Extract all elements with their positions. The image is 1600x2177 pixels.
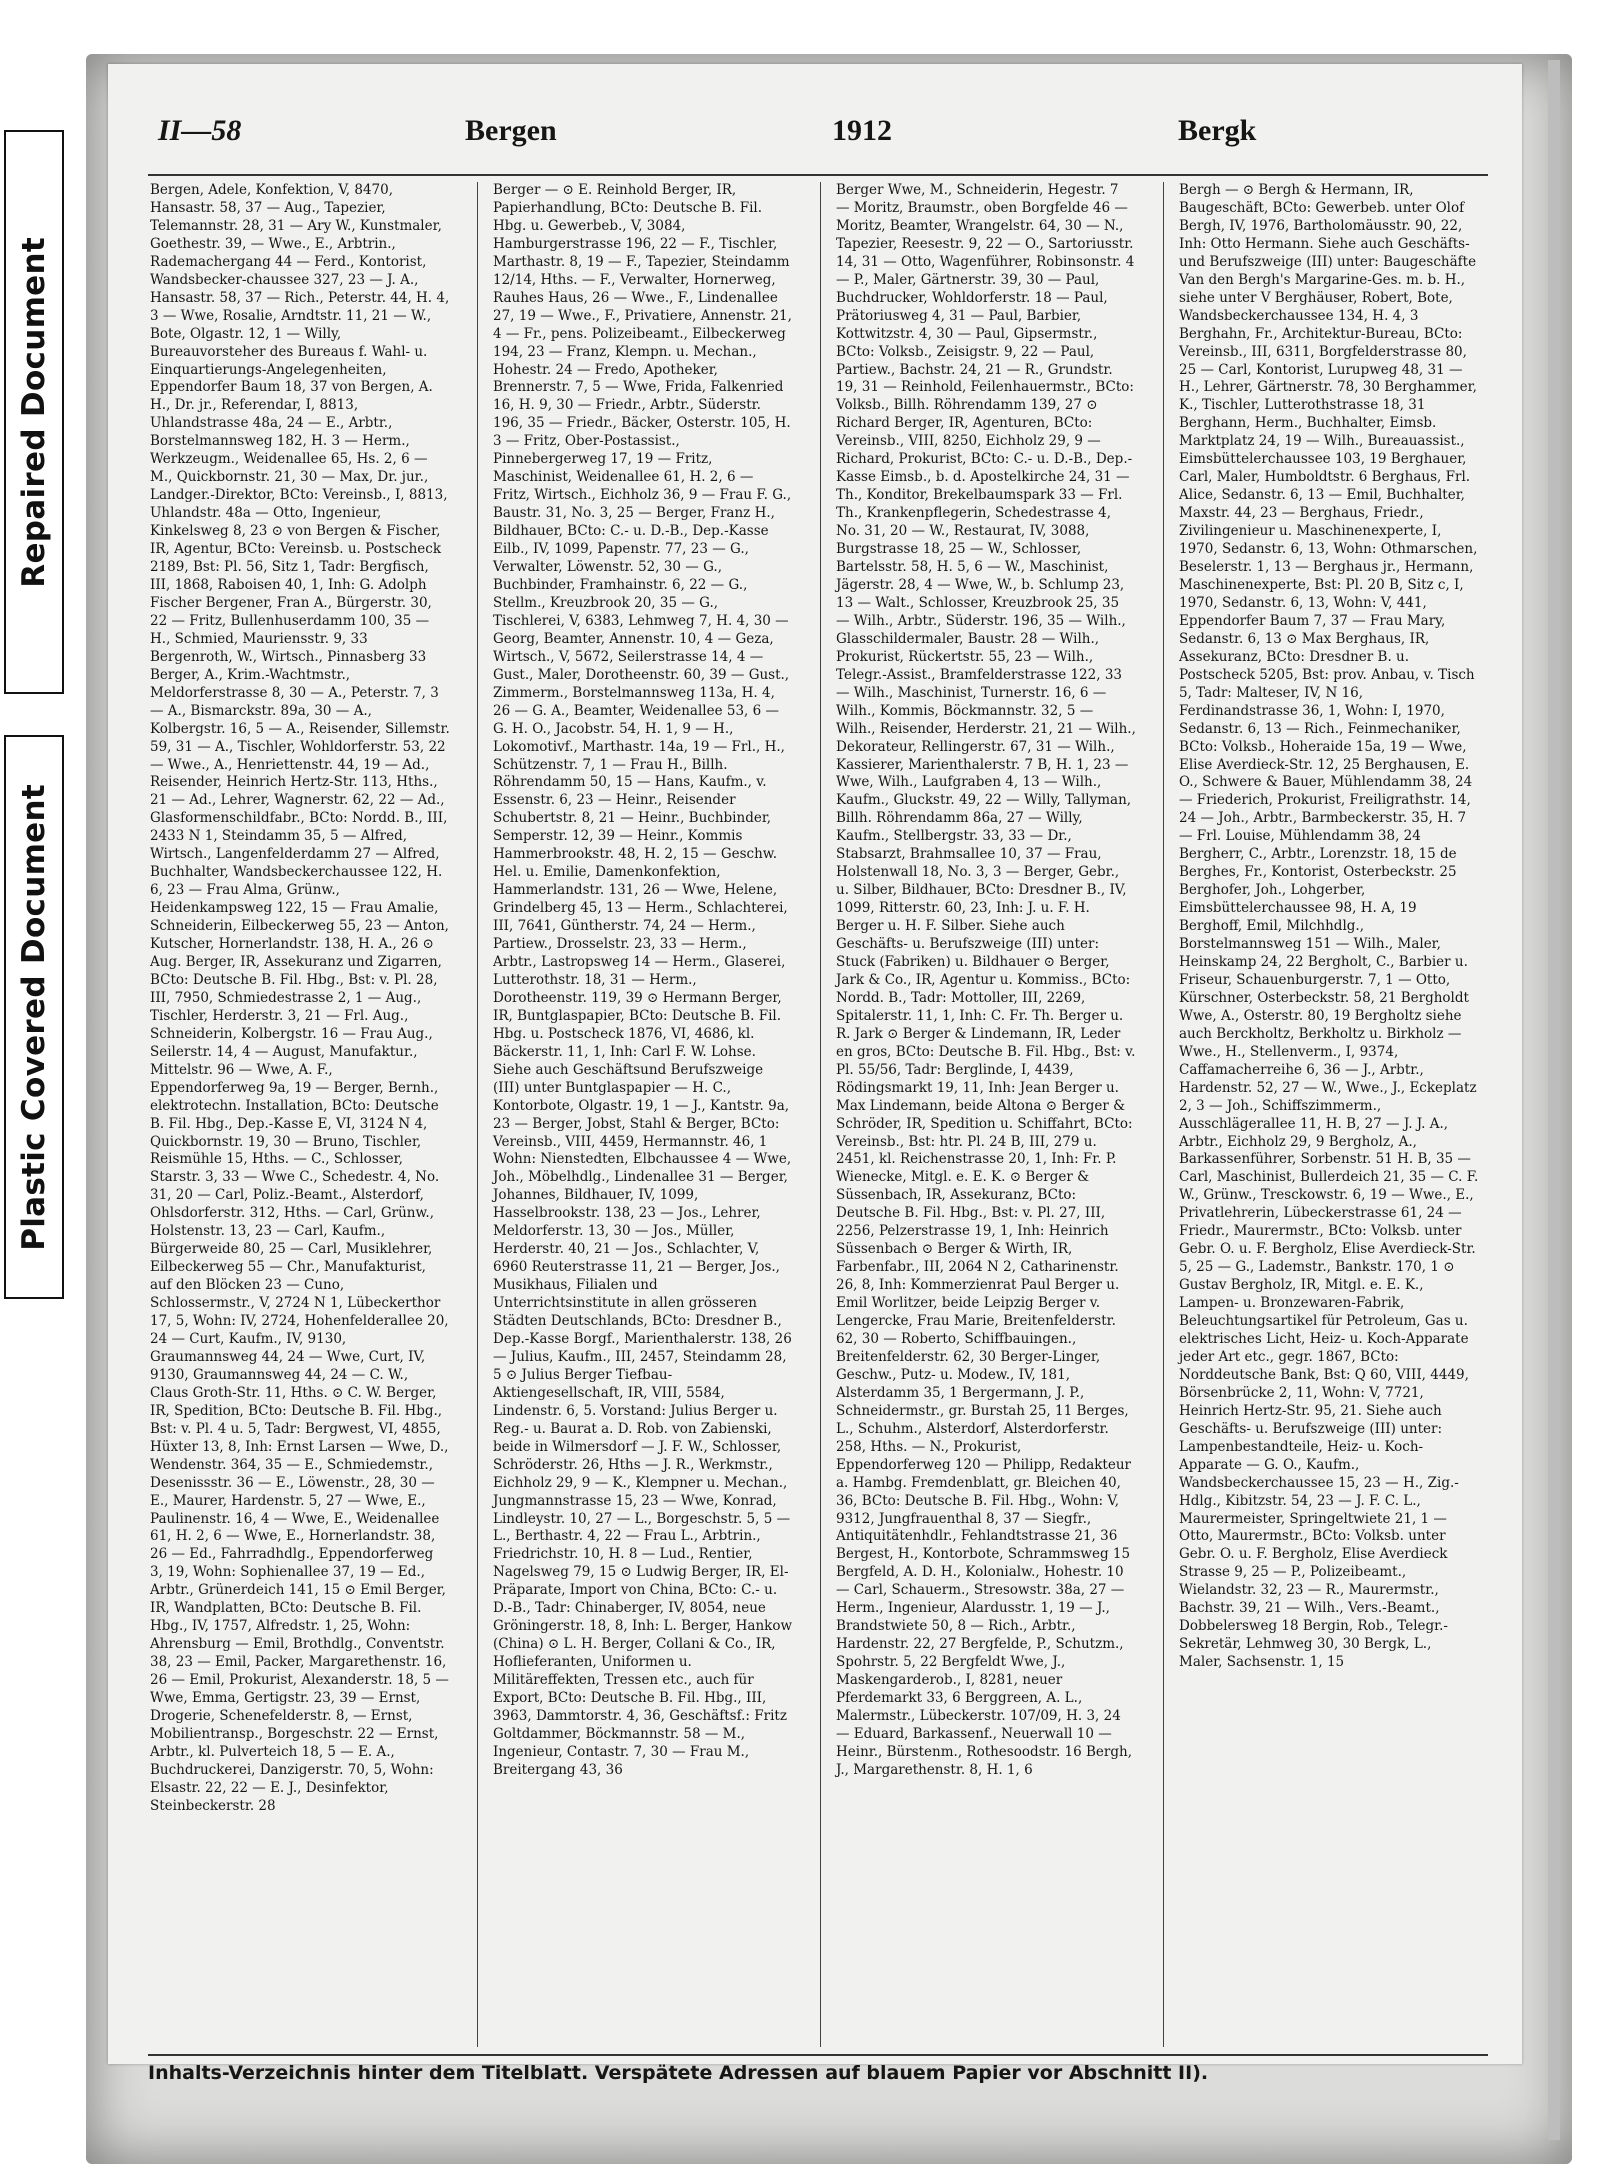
side-labels — [0, 0, 66, 1400]
column-4 — [1179, 182, 1479, 1672]
label-plastic-text: Plastic Covered Document — [16, 783, 52, 1251]
page-number: II—58 — [158, 114, 242, 147]
column-4-text: Bergh — ⊙ Bergh & Hermann, IR, Baugeschäft, BCto: Gewerbeb. unter Olof Bergh, IV, 1976, Bartholomäusstr. 90, 22, Inh: Otto Hermann. Siehe auch Geschäfts- und Berufszweige (III) unter: Baugeschäfte Van den Bergh's Margarine-Ges. m. b. H., siehe unter V Berghäuser, Robert, Bote, Wandsbeckerchaussee 134, H. 4, 3 Berghahn, Fr., Architektur-Bureau, BCto: Vereinsb., III, 6311, Borgfelderstrasse 80, 25 — Carl, Kontorist, Lurupweg 48, 31 — H., Lehrer, Gärtnerstr. 78, 30 Berghammer, K., Tischler, Lutterothstrasse 18, 31 Berghann, Herm., Buchhalter, Eimsb. Marktplatz 24, 19 — Wilh., Bureauassist., Eimsbüttelerchaussee 103, 19 Berghauer, Carl, Maler, Humboldtstr. 6 Berghaus, Frl. Alice, Sedanstr. 6, 13 — Emil, Buchhalter, Maxstr. 44, 23 — Berghaus, Friedr., Zivilingenieur u. Maschinenexperte, I, 1970, Sedanstr. 6, 13, Wohn: Othmarschen, Beselerstr. 1, 13 — Berghaus jr., Hermann, Maschinenexperte, Bst: Pl. 20 B, Sitz c, I, 1970, Sedanstr. 6, 13, Wohn: V, 441, Eppendorfer Baum 7, 37 — Frau Mary, Sedanstr. 6, 13 ⊙ Max Berghaus, IR, Assekuranz, BCto: Dresdner B. u. Postscheck 5205, Bst: prov. Anbau, v. Tisch 5, Tadr: Malteser, IV, N 16, Ferdinandstrasse 36, 1, Wohn: I, 1970, Sedanstr. 6, 13 — Rich., Feinmechaniker, BCto: Volksb., Hoheraide 15a, 19 — Wwe, Elise Averdieck-Str. 12, 25 Berghausen, E. O., Schwere & Bauer, Mühlendamm 38, 24 — Friederich, Prokurist, Freiligrathstr. 14, 24 — Joh., Arbtr., Barmbeckerstr. 35, H. 7 — Frl. Louise, Mühlendamm 38, 24 Bergherr, C., Arbtr., Lorenzstr. 18, 15 de Berghes, Fr., Kontorist, Osterbeckstr. 25 Berghofer, Joh., Lohgerber, Eimsbüttelerchaussee 98, H. A, 19 Berghoff, Emil, Milchhdlg., Borstelmannsweg 151 — Wilh., Maler, Heinskamp 24, 22 Bergholt, C., Barbier u. Friseur, Schauenburgerstr. 7, 1 — Otto, Kürschner, Osterbeckstr. 58, 21 Bergholdt Wwe, A., Osterstr. 80, 19 Bergholtz siehe auch Berckholtz, Berkholtz u. Birkholz — Wwe., H., Stellenverm., I, 9374, Caffamacherreihe 6, 36 — J., Arbtr., Hardenstr. 52, 27 — W., Wwe., J., Eckeplatz 2, 3 — Joh., Schiffszimmerm., Ausschlägerallee 11, H. B, 27 — J. J. A., Arbtr., Eichholz 29, 9 Bergholz, A., Barkassenführer, Sorbenstr. 51 H. B, 35 — Carl, Maschinist, Bullerdeich 21, 35 — C. F. W., Grünw., Tresckowstr. 6, 19 — Wwe., E., Privatlehrerin, Lübeckerstrasse 61, 24 — Friedr., Maurermstr., BCto: Volksb. unter Gebr. O. u. F. Bergholz, Elise Averdieck-Str. 5, 25 — G., Lademstr., Bankstr. 170, 1 ⊙ Gustav Bergholz, IR, Mitgl. e. E. K., Lampen- u. Bronzewaren-Fabrik, Beleuchtungsartikel für Petroleum, Gas u. elektrisches Licht, Heiz- u. Koch-Apparate jeder Art etc., gegr. 1867, BCto: Norddeutsche Bank, Bst: Q 60, VIII, 4449, Börsenbrücke 2, 11, Wohn: V, 7721, Heinrich Hertz-Str. 95, 21. Siehe auch Geschäfts- u. Berufszweige (III) unter: Lampenbestandteile, Heiz- u. Koch-Apparate — G. O., Kaufm., Wandsbeckerchaussee 15, 23 — H., Zig.-Hdlg., Kibitzstr. 54, 23 — J. F. C. L., Maurermeister, Springeltwiete 21, 1 — Otto, Maurermstr., BCto: Volksb. unter Gebr. O. u. F. Bergholz, Elise Averdieck Strasse 9, 25 — P., Polizeibeamt., Wielandstr. 32, 23 — R., Maurermstr., Bachstr. 39, 21 — Wilh., Vers.-Beamt., Dobbelersweg 18 Bergin, Rob., Telegr.-Sekretär, Lehmweg 30, 30 Bergk, L., Maler, Sachsenstr. 1, 15 — [1179, 182, 1479, 1671]
column-divider — [477, 182, 478, 2047]
page-footer: Inhalts-Verzeichnis hinter dem Titelblatt. Verspätete Adressen auf blauem Papier vor Abschnitt II). — [148, 2054, 1488, 2084]
column-2-text: Berger — ⊙ E. Reinhold Berger, IR, Papierhandlung, BCto: Deutsche B. Fil. Hbg. u. Gewerbeb., V, 3084, Hamburgerstrasse 196, 22 — F., Tischler, Marthastr. 8, 19 — F., Tapezier, Steindamm 12/14, Hths. — F., Verwalter, Hornerweg, Rauhes Haus, 26 — Wwe., F., Lindenallee 27, 19 — Wwe., F., Privatiere, Annenstr. 21, 4 — Fr., pens. Polizeibeamt., Eilbeckerweg 194, 23 — Franz, Klempn. u. Mechan., Hohestr. 24 — Fredo, Apotheker, Brennerstr. 7, 5 — Wwe, Frida, Falkenried 16, H. 9, 30 — Friedr., Arbtr., Süderstr. 196, 35 — Friedr., Bäcker, Osterstr. 105, H. 3 — Fritz, Ober-Postassist., Pinnebergerweg 17, 19 — Fritz, Maschinist, Weidenallee 61, H. 2, 6 — Fritz, Wirtsch., Eichholz 36, 9 — Frau F. G., Baustr. 31, No. 3, 25 — Berger, Franz H., Bildhauer, BCto: C.- u. D.-B., Dep.-Kasse Eilb., IV, 1099, Papenstr. 77, 23 — G., Verwalter, Löwenstr. 52, 30 — G., Buchbinder, Framhainstr. 6, 22 — G., Stellm., Kreuzbrook 20, 35 — G., Tischlerei, V, 6383, Lehmweg 7, H. 4, 30 — Georg, Beamter, Annenstr. 10, 4 — Geza, Wirtsch., V, 5672, Seilerstrasse 14, 4 — Gust., Maler, Dorotheenstr. 60, 39 — Gust., Zimmerm., Borstelmannsweg 113a, H. 4, 26 — G. A., Beamter, Weidenallee 53, 6 — G. H. O., Jacobstr. 54, H. 1, 9 — H., Lokomotivf., Marthastr. 14a, 19 — Frl., H., Schützenstr. 7, 1 — Frau H., Billh. Röhrendamm 50, 15 — Hans, Kaufm., v. Essenstr. 6, 23 — Heinr., Reisender Schubertstr. 8, 21 — Heinr., Buchbinder, Semperstr. 12, 39 — Heinr., Kommis Hammerbrookstr. 48, H. 2, 15 — Geschw. Hel. u. Emilie, Damenkonfektion, Hammerlandstr. 131, 26 — Wwe, Helene, Grindelberg 45, 13 — Herm., Schlachterei, III, 7641, Güntherstr. 74, 24 — Herm., Partiew., Drosselstr. 23, 33 — Herm., Arbtr., Lastropsweg 14 — Herm., Glaserei, Lutterothstr. 18, 31 — Herm., Dorotheenstr. 119, 39 ⊙ Hermann Berger, IR, Buntglaspapier, BCto: Deutsche B. Fil. Hbg. u. Postscheck 1876, VI, 4686, kl. Bäckerstr. 11, 1, Inh: Carl F. W. Lohse. Siehe auch Geschäftsund Berufszweige (III) unter Buntglaspapier — H. C., Kontorbote, Olgastr. 19, 1 — J., Kantstr. 9a, 23 — Berger, Jobst, Stahl & Berger, BCto: Vereinsb., VIII, 4459, Hermannstr. 46, 1 Wohn: Nienstedten, Elbchaussee 4 — Wwe, Joh., Möbelhdlg., Lindenallee 31 — Berger, Johannes, Bildhauer, IV, 1099, Hasselbrookstr. 138, 23 — Jos., Lehrer, Meldorferstr. 13, 30 — Jos., Müller, Herderstr. 40, 21 — Jos., Schlachter, V, 6960 Reuterstrasse 11, 21 — Berger, Jos., Musikhaus, Filialen und Unterrichtsinstitute in allen grösseren Städten Deutschlands, BCto: Dresdner B., Dep.-Kasse Borgf., Marienthalerstr. 138, 26 — Julius, Kaufm., III, 2457, Steindamm 28, 5 ⊙ Julius Berger Tiefbau-Aktiengesellschaft, IR, VIII, 5584, Lindenstr. 6, 5. Vorstand: Julius Berger u. Reg.- u. Baurat a. D. Rob. von Zabienski, beide in Wilmersdorf — J. F. W., Schlosser, Schröderstr. 26, Hths — J. R., Werkmstr., Eichholz 29, 9 — K., Klempner u. Mechan., Jungmannstrasse 15, 23 — Wwe, Konrad, Lindleystr. 10, 27 — L., Borgeschstr. 5, 5 — L., Berthastr. 4, 22 — Frau L., Arbtrin., Friedrichstr. 10, H. 8 — Lud., Rentier, Nagelsweg 79, 15 ⊙ Ludwig Berger, IR, El-Präparate, Import von China, BCto: C.- u. D.-B., Tadr: Chinaberger, IV, 8054, neue Gröningerstr. 18, 8, Inh: L. Berger, Hankow (China) ⊙ L. H. Berger, Collani & Co., IR, Hoflieferanten, Uniformen u. Militäreffekten, Tressen etc., auch für Export, BCto: Deutsche B. Fil. Hbg., III, 3963, Dammtorstr. 4, 36, Geschäftsf.: Fritz Goltdammer, Böckmannstr. 58 — M., Ingenieur, Contastr. 7, 30 — Frau M., Breitergang 43, 36 — [493, 182, 793, 1778]
header-year: 1912 — [832, 114, 892, 147]
label-repaired-text: Repaired Document — [16, 236, 52, 588]
label-plastic-covered — [4, 735, 64, 1299]
label-repaired-document — [4, 130, 64, 694]
column-2 — [493, 182, 793, 1780]
directory-page — [108, 64, 1522, 2084]
page-header — [108, 114, 1522, 164]
scan-edge — [1548, 60, 1560, 2140]
column-1 — [150, 182, 450, 1816]
header-rule — [148, 174, 1488, 176]
header-word-start: Bergen — [465, 114, 557, 147]
column-1-text: Bergen, Adele, Konfektion, V, 8470, Hansastr. 58, 37 — Aug., Tapezier, Telemannstr. 28, 31 — Ary W., Kunstmaler, Goethestr. 39, — Wwe., E., Arbtrin., Rademachergang 44 — Ferd., Kontorist, Wandsbecker-chaussee 327, 23 — J. A., Hansastr. 58, 37 — Rich., Peterstr. 44, H. 4, 3 — Wwe, Rosalie, Arndtstr. 11, 21 — W., Bote, Olgastr. 12, 1 — Willy, Bureauvorsteher des Bureaus f. Wahl- u. Einquartierungs-Angelegenheiten, Eppendorfer Baum 18, 37 von Bergen, A. H., Dr. jr., Referendar, I, 8813, Uhlandstrasse 48a, 24 — E., Arbtr., Borstelmannsweg 182, H. 3 — Herm., Werkzeugm., Weidenallee 65, Hs. 2, 6 — M., Quickbornstr. 21, 30 — Max, Dr. jur., Landger.-Direktor, BCto: Vereinsb., I, 8813, Uhlandstr. 48a — Otto, Ingenieur, Kinkelsweg 8, 23 ⊙ von Bergen & Fischer, IR, Agentur, BCto: Vereinsb. u. Postscheck 2189, Bst: Pl. 56, Sitz 1, Tadr: Bergfisch, III, 1868, Raboisen 40, 1, Inh: G. Adolph Fischer Bergener, Fran A., Bürgerstr. 30, 22 — Fritz, Bullenhuserdamm 100, 35 — H., Schmied, Mauriensstr. 9, 33 Bergenroth, W., Wirtsch., Pinnasberg 33 Berger, A., Krim.-Wachtmstr., Meldorferstrasse 8, 30 — A., Peterstr. 7, 3 — A., Bismarckstr. 89a, 30 — A., Kolbergstr. 16, 5 — A., Reisender, Sillemstr. 59, 31 — A., Tischler, Wohldorferstr. 53, 22 — Wwe., A., Henriettenstr. 44, 19 — Ad., Reisender, Heinrich Hertz-Str. 113, Hths., 21 — Ad., Lehrer, Wagnerstr. 62, 22 — Ad., Glasformenschildfabr., BCto: Nordd. B., III, 2433 N 1, Steindamm 35, 5 — Alfred, Wirtsch., Langenfelderdamm 27 — Alfred, Buchhalter, Wandsbeckerchaussee 122, H. 6, 23 — Frau Alma, Grünw., Heidenkampsweg 122, 15 — Frau Amalie, Schneiderin, Eilbeckerweg 55, 23 — Anton, Kutscher, Hornerlandstr. 138, H. A., 26 ⊙ Aug. Berger, IR, Assekuranz und Zigarren, BCto: Deutsche B. Fil. Hbg., Bst: v. Pl. 28, III, 7950, Schmiedestrasse 2, 1 — Aug., Tischler, Herderstr. 3, 21 — Frl. Aug., Schneiderin, Kolbergstr. 16 — Frau Aug., Seilerstr. 14, 4 — August, Manufaktur., Mittelstr. 96 — Wwe, A. F., Eppendorferweg 9a, 19 — Berger, Bernh., elektrotechn. Installation, BCto: Deutsche B. Fil. Hbg., Dep.-Kasse E, VI, 3124 N 4, Quickbornstr. 19, 30 — Bruno, Tischler, Reismühle 15, Hths. — C., Schlosser, Starstr. 3, 33 — Wwe C., Schedestr. 4, No. 31, 20 — Carl, Poliz.-Beamt., Alsterdorf, Ohlsdorferstr. 312, Hths. — Carl, Grünw., Holstenstr. 13, 23 — Carl, Kaufm., Bürgerweide 80, 25 — Carl, Musiklehrer, Eilbeckerweg 55 — Chr., Manufakturist, auf den Blöcken 23 — Cuno, Schlossermstr., V, 2724 N 1, Lübeckerthor 17, 5, Wohn: IV, 2724, Hohenfelderallee 20, 24 — Curt, Kaufm., IV, 9130, Graumannsweg 44, 24 — Wwe, Curt, IV, 9130, Graumannsweg 44, 24 — C. W., Claus Groth-Str. 11, Hths. ⊙ C. W. Berger, IR, Spedition, BCto: Deutsche B. Fil. Hbg., Bst: v. Pl. 4 u. 5, Tadr: Bergwest, VI, 4855, Hüxter 13, 8, Inh: Ernst Larsen — Wwe, D., Wendenstr. 364, 35 — E., Schmiedemstr., Desenissstr. 36 — E., Löwenstr., 28, 30 — E., Maurer, Hardenstr. 5, 27 — Wwe, E., Paulinenstr. 16, 4 — Wwe, E., Weidenallee 61, H. 2, 6 — Wwe, E., Hornerlandstr. 38, 26 — Ed., Fahrradhdlg., Eppendorferweg 3, 19, Wohn: Sophienallee 37, 19 — Ed., Arbtr., Grünerdeich 141, 15 ⊙ Emil Berger, IR, Wandplatten, BCto: Deutsche B. Fil. Hbg., IV, 1757, Alfredstr. 1, 25, Wohn: Ahrensburg — Emil, Brothdlg., Conventstr. 38, 23 — Emil, Packer, Margarethenstr. 16, 26 — Emil, Prokurist, Alexanderstr. 18, 5 — Wwe, Emma, Gertigstr. 23, 39 — Ernst, Drogerie, Schenefelderstr. 8, — Ernst, Mobilientransp., Borgeschstr. 22 — Ernst, Arbtr., kl. Pulverteich 18, 5 — E. A., Buchdruckerei, Danzigerstr. 70, 5, Wohn: Elsastr. 22, 22 — E. J., Desinfektor, Steinbeckerstr. 28 — [150, 182, 450, 1814]
column-3 — [836, 182, 1136, 1780]
header-word-end: Bergk — [1178, 114, 1257, 147]
column-divider — [820, 182, 821, 2047]
column-3-text: Berger Wwe, M., Schneiderin, Hegestr. 7 — Moritz, Braumstr., oben Borgfelde 46 — Moritz, Beamter, Wrangelstr. 64, 30 — N., Tapezier, Reesestr. 9, 22 — O., Sartoriusstr. 14, 31 — Otto, Wagenführer, Robinsonstr. 4 — P., Maler, Gärtnerstr. 39, 30 — Paul, Buchdrucker, Wohldorferstr. 18 — Paul, Prätoriusweg 4, 31 — Paul, Barbier, Kottwitzstr. 4, 30 — Paul, Gipsermstr., BCto: Volksb., Zeisigstr. 9, 22 — Paul, Partiew., Bachstr. 24, 21 — R., Grundstr. 19, 31 — Reinhold, Feilenhauermstr., BCto: Volksb., Billh. Röhrendamm 139, 27 ⊙ Richard Berger, IR, Agenturen, BCto: Vereinsb., VIII, 8250, Eichholz 29, 9 — Richard, Prokurist, BCto: C.- u. D.-B., Dep.-Kasse Eimsb., b. d. Apostelkirche 24, 31 — Th., Konditor, Brekelbaumspark 33 — Frl. Th., Krankenpflegerin, Schedestrasse 4, No. 31, 20 — W., Restaurat, IV, 3088, Burgstrasse 18, 25 — W., Schlosser, Bartelsstr. 58, H. 5, 6 — W., Maschinist, Jägerstr. 28, 4 — Wwe, W., b. Schlump 23, 13 — Walt., Schlosser, Kreuzbrook 25, 35 — Wilh., Arbtr., Süderstr. 196, 35 — Wilh., Glasschildermaler, Baustr. 28 — Wilh., Prokurist, Rückertstr. 55, 23 — Wilh., Telegr.-Assist., Bramfelderstrasse 122, 33 — Wilh., Maschinist, Turnerstr. 16, 6 — Wilh., Kommis, Böckmannstr. 32, 5 — Wilh., Reisender, Herderstr. 21, 21 — Wilh., Dekorateur, Rellingerstr. 67, 31 — Wilh., Kassierer, Marienthalerstr. 7 B, H. 1, 23 — Wwe, Wilh., Laufgraben 4, 13 — Wilh., Kaufm., Gluckstr. 49, 22 — Willy, Tallyman, Billh. Röhrendamm 86a, 27 — Willy, Kaufm., Stellbergstr. 33, 33 — Dr., Stabsarzt, Brahmsallee 10, 37 — Frau, Holstenwall 18, No. 3, 3 — Berger, Gebr., u. Silber, Bildhauer, BCto: Dresdner B., IV, 1099, Ritterstr. 60, 23, Inh: J. u. F. H. Berger u. H. F. Silber. Siehe auch Geschäfts- u. Berufszweige (III) unter: Stuck (Fabriken) u. Bildhauer ⊙ Berger, Jark & Co., IR, Agentur u. Kommiss., BCto: Nordd. B., Tadr: Mottoller, III, 2269, Spitalerstr. 11, 1, Inh: C. Fr. Th. Berger u. R. Jark ⊙ Berger & Lindemann, IR, Leder en gros, BCto: Deutsche B. Fil. Hbg., Bst: v. Pl. 55/56, Tadr: Berglinde, I, 4439, Rödingsmarkt 19, 11, Inh: Jean Berger u. Max Lindemann, beide Altona ⊙ Berger & Schröder, IR, Spedition u. Schiffahrt, BCto: Vereinsb., Bst: htr. Pl. 24 B, III, 279 u. 2451, kl. Reichenstrasse 20, 1, Inh: Fr. P. Wienecke, Mitgl. e. E. K. ⊙ Berger & Süssenbach, IR, Assekuranz, BCto: Deutsche B. Fil. Hbg., Bst: v. Pl. 27, III, 2256, Pelzerstrasse 19, 1, Inh: Heinrich Süssenbach ⊙ Berger & Wirth, IR, Farbenfabr., III, 2064 N 2, Catharinenstr. 26, 8, Inh: Kommerzienrat Paul Berger u. Emil Worlitzer, beide Leipzig Berger v. Lengercke, Frau Marie, Breitenfelderstr. 62, 30 — Roberto, Schiffbauingen., Breitenfelderstr. 62, 30 Berger-Linger, Geschw., Putz- u. Modew., IV, 181, Alsterdamm 35, 1 Bergermann, J. P., Schneidermstr., gr. Burstah 25, 11 Berges, L., Schuhm., Alsterdorf, Alsterdorferstr. 258, Hths. — N., Prokurist, Eppendorferweg 120 — Philipp, Redakteur a. Hambg. Fremdenblatt, gr. Bleichen 40, 36, BCto: Deutsche B. Fil. Hbg., Wohn: V, 9312, Jungfrauenthal 8, 37 — Siegfr., Antiquitätenhdlr., Fehlandtstrasse 21, 36 Bergest, H., Kontorbote, Schrammsweg 15 Bergfeld, A. D. H., Kolonialw., Hohestr. 10 — Carl, Schauerm., Stresowstr. 38a, 27 — Herm., Ingenieur, Alardusstr. 1, 19 — J., Brandstwiete 50, 8 — Rich., Arbtr., Hardenstr. 22, 27 Bergfelde, P., Schutzm., Spohrstr. 5, 22 Bergfeldt Wwe, J., Maskengarderob., I, 8281, neuer Pferdemarkt 33, 6 Berggreen, A. L., Malermstr., Lübeckerstr. 107/09, H. 3, 24 — Eduard, Barkassenf., Neuerwall 10 — Heinr., Bürstenm., Rothesoodstr. 16 Bergh, J., Margarethenstr. 8, H. 1, 6 — [836, 182, 1136, 1778]
column-divider — [1163, 182, 1164, 2047]
